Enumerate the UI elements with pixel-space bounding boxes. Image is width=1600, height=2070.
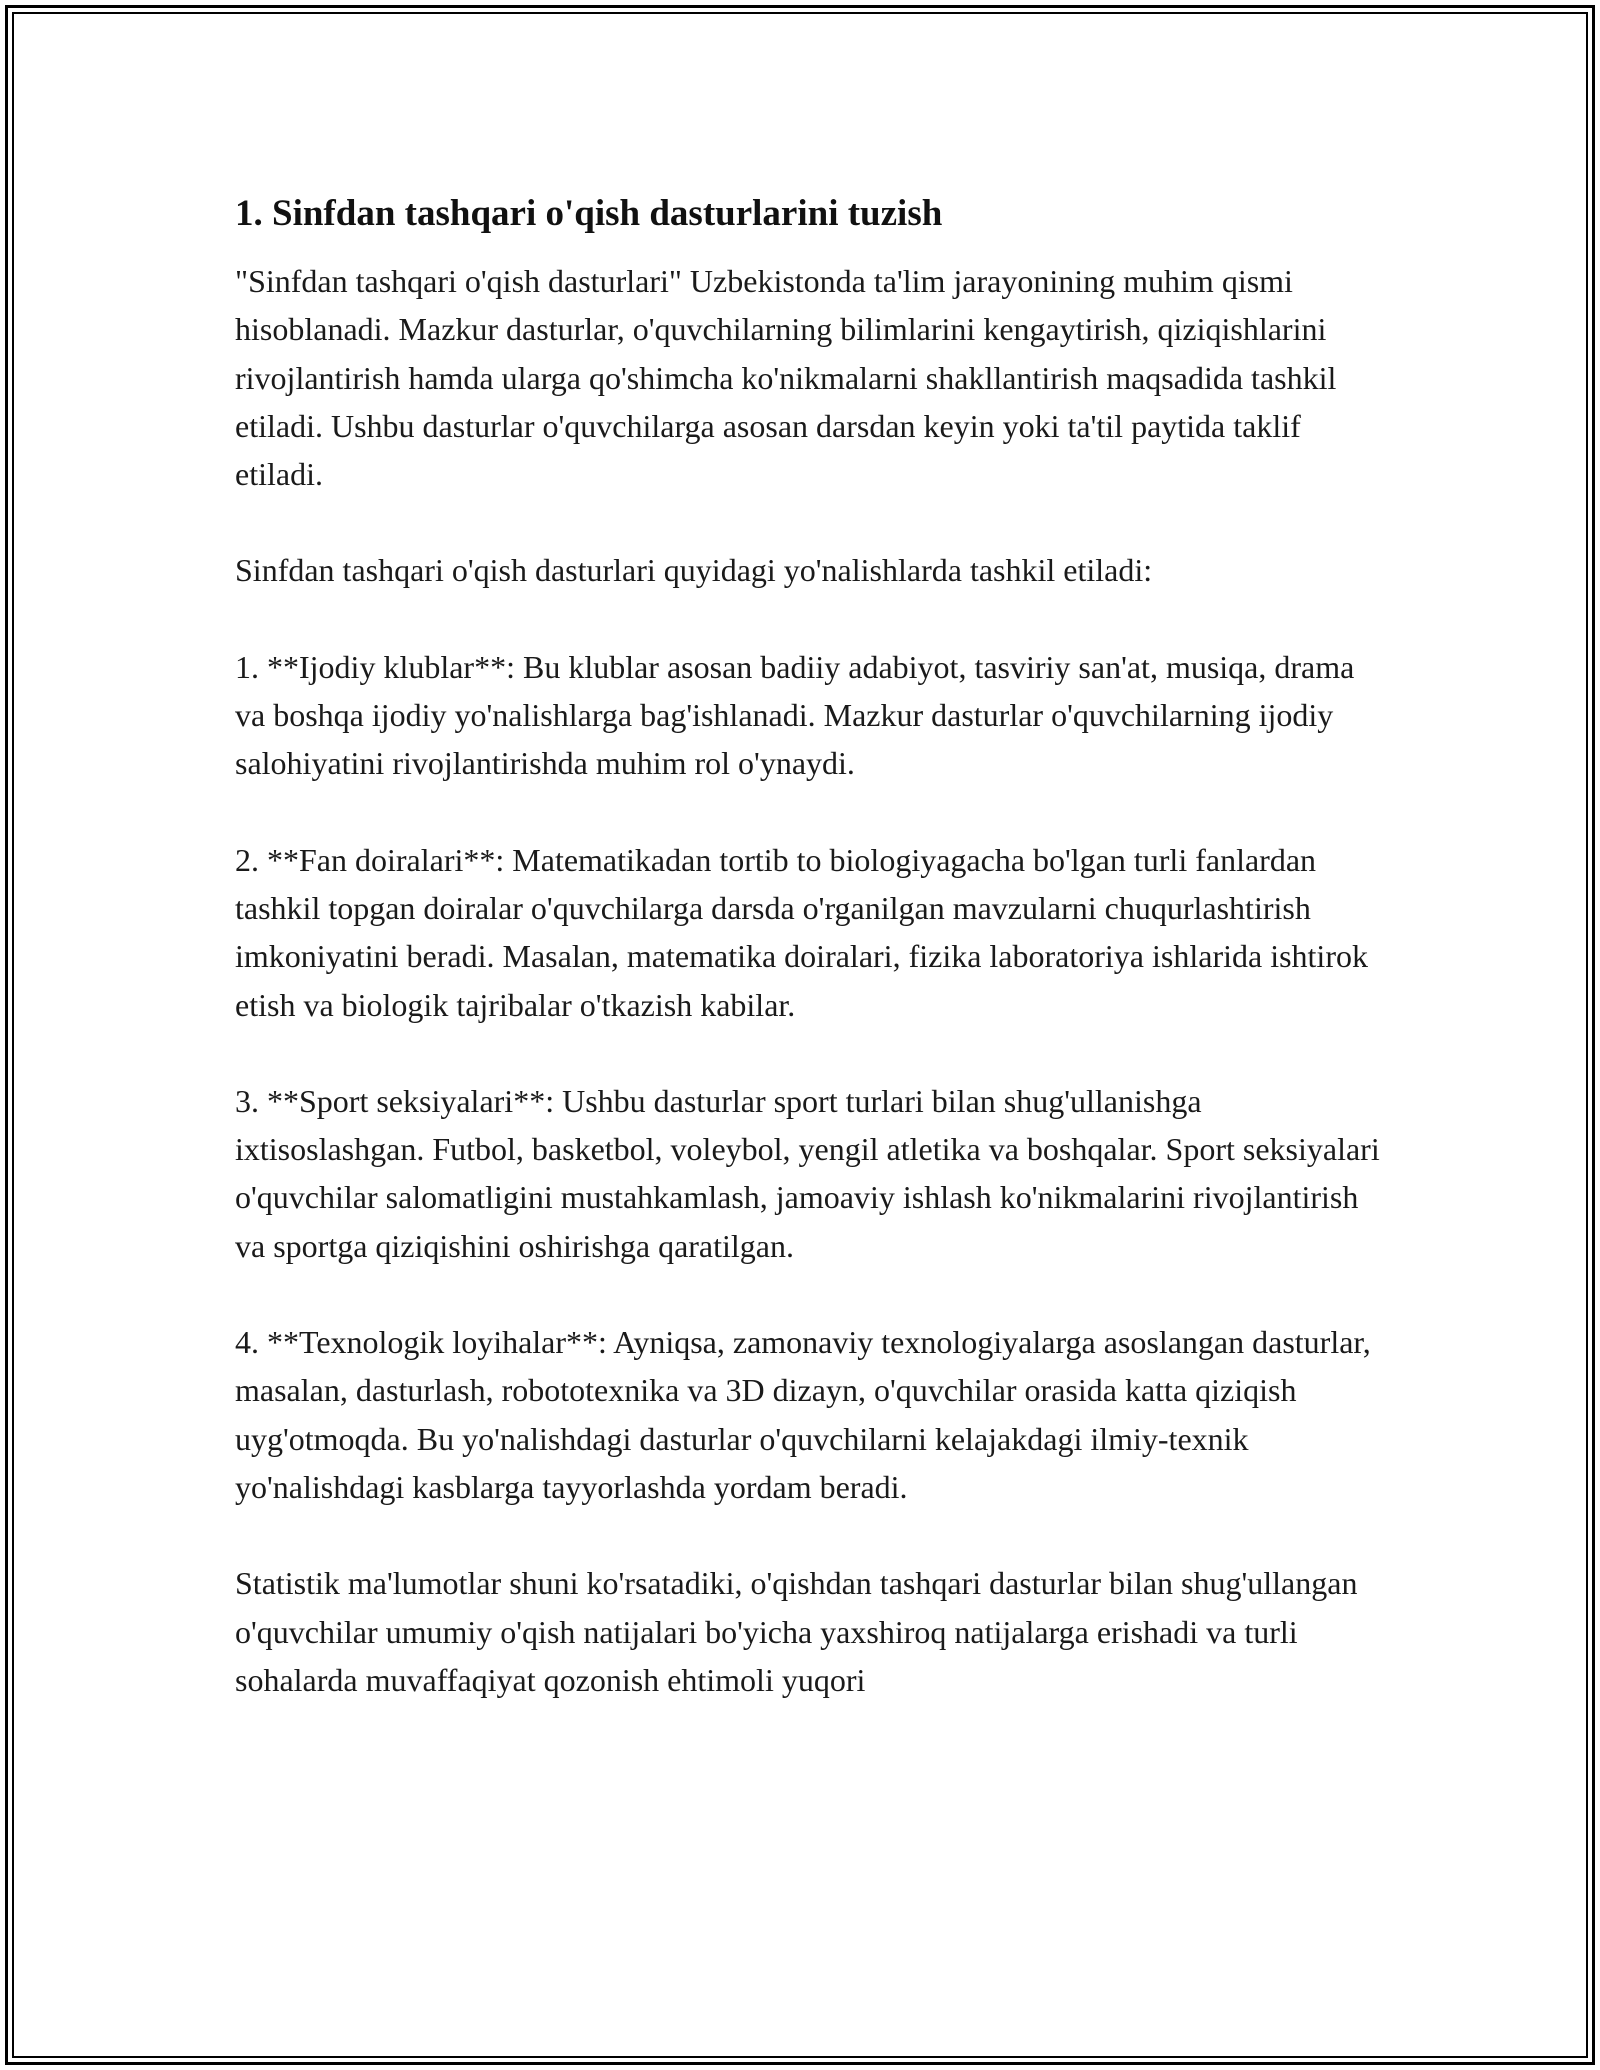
section-title: 1. Sinfdan tashqari o'qish dasturlarini tuzish (235, 193, 943, 234)
paragraph-intro: "Sinfdan tashqari o'qish dasturlari" Uzbekistonda ta'lim jarayonining muhim qismi hisoblanadi. Mazkur dasturlar, o'quvchilarning bilimlarini kengaytirish, qiziqishlarini rivojlantirish hamda ularga qo'shimcha ko'nikmalarni shakllantirish maqsadida tashkil etiladi. Ushbu dasturlar o'quvchilarga asosan darsdan keyin yoki ta'til paytida taklif etiladi. (235, 263, 1337, 493)
paragraph-item-creative-clubs: 1. **Ijodiy klublar**: Bu klublar asosan badiiy adabiyot, tasviriy san'at, musiqa, drama va boshqa ijodiy yo'nalishlarga bag'ishlanadi. Mazkur dasturlar o'quvchilarning ijodiy salohiyatini rivojlantirishda muhim rol o'ynaydi. (235, 648, 1355, 782)
paragraph-item-sport-sections: 3. **Sport seksiyalari**: Ushbu dasturlar sport turlari bilan shug'ullanishga ixtisoslashgan. Futbol, basketbol, voleybol, yengil atletika va boshqalar. Sport seksiyalari o'quvchilar salomatligini mustahkamlash, jamoaviy ishlash ko'nikmalarini rivojlantirish va sportga qiziqishini oshirishga qaratilgan. (235, 1082, 1380, 1264)
paragraph-item-science-circles: 2. **Fan doiralari**: Matematikadan tortib to biologiyagacha bo'lgan turli fanlardan tashkil topgan doiralar o'quvchilarga darsda o'rganilgan mavzularni chuqurlashtirish imkoniyatini beradi. Masalan, matematika doiralari, fizika laboratoriya ishlarida ishtirok etish va biologik tajribalar o'tkazish kabilar. (235, 841, 1368, 1023)
document-body (235, 190, 1385, 1704)
paragraph-item-tech-projects: 4. **Texnologik loyihalar**: Ayniqsa, zamonaviy texnologiyalarga asoslangan dasturlar, masalan, dasturlash, robototexnika va 3D dizayn, o'quvchilar orasida katta qiziqish uyg'otmoqda. Bu yo'nalishdagi dasturlar o'quvchilarni kelajakdagi ilmiy-texnik yo'nalishdagi kasblarga tayyorlashda yordam beradi. (235, 1324, 1371, 1505)
paragraph-list-lead: Sinfdan tashqari o'qish dasturlari quyidagi yo'nalishlarda tashkil etiladi: (235, 552, 1153, 589)
paragraph-statistics: Statistik ma'lumotlar shuni ko'rsatadiki, o'qishdan tashqari dasturlar bilan shug'ullangan o'quvchilar umumiy o'qish natijalari bo'yicha yaxshiroq natijalarga erishadi va turli sohalarda muvaffaqiyat qozonish ehtimoli yuqori (235, 1565, 1358, 1698)
